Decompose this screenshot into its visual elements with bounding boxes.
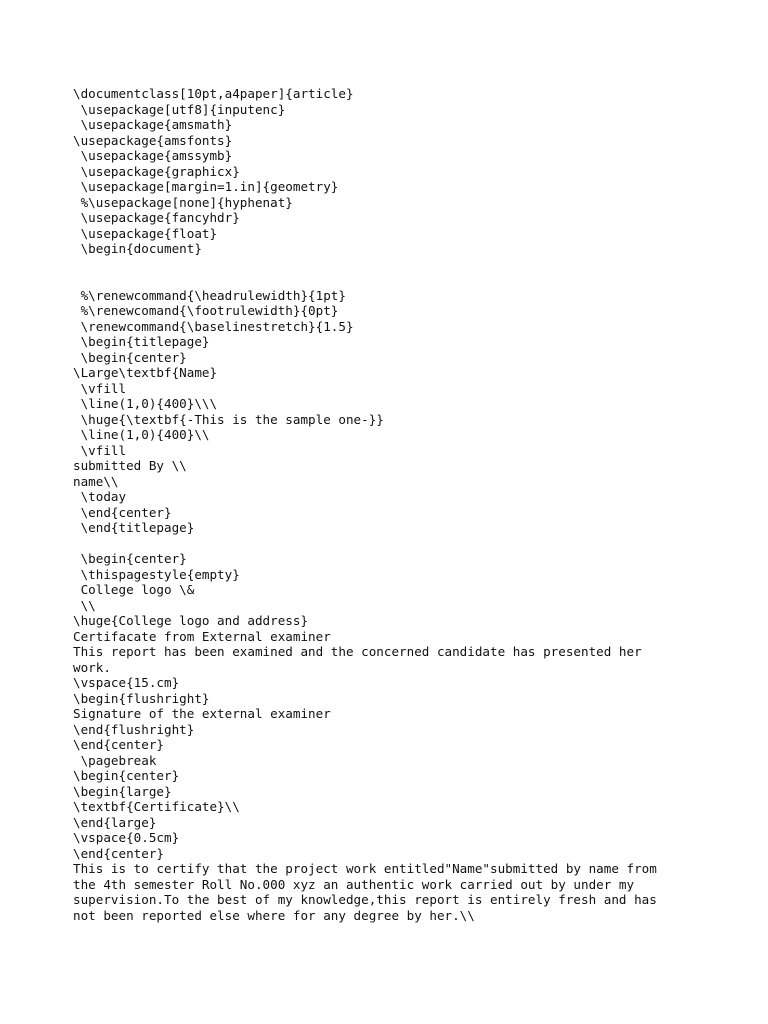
code-line: This report has been examined and the concerned candidate has presented her — [73, 644, 642, 659]
code-line: name\\ — [73, 473, 119, 489]
code-line: work. — [73, 659, 111, 675]
code-line: \begin{center} — [73, 551, 187, 566]
code-line: supervision.To the best of my knowledge,this report is entirely fresh and has — [73, 892, 657, 907]
code-line: \begin{flushright} — [73, 690, 210, 706]
code-line: \end{center} — [73, 737, 164, 752]
code-line: \today — [73, 489, 127, 504]
code-line: \usepackage[utf8]{inputenc} — [73, 101, 286, 117]
blank-line — [73, 536, 693, 552]
code-line: \renewcommand{\baselinestretch}{1.5} — [73, 318, 354, 334]
code-line: %\renewcomand{\footrulewidth}{0pt} — [73, 303, 339, 318]
code-line: \begin{titlepage} — [73, 334, 210, 349]
code-line: \end{center} — [73, 504, 172, 520]
code-line: \usepackage{graphicx} — [73, 163, 240, 179]
code-line: \begin{large} — [73, 783, 172, 799]
code-line: %\renewcommand{\headrulewidth}{1pt} — [73, 287, 346, 303]
code-line: \line(1,0){400}\\\ — [73, 396, 218, 411]
code-line: %\usepackage[none]{hyphenat} — [73, 194, 293, 210]
code-line: \huge{College logo and address} — [73, 613, 309, 628]
code-line: the 4th semester Roll No.000 xyz an authentic work carried out by under my — [73, 876, 635, 892]
code-line: \usepackage{amssymb} — [73, 148, 233, 163]
code-line: \end{titlepage} — [73, 520, 195, 535]
code-line: \usepackage{amsfonts} — [73, 132, 233, 148]
code-line: \vspace{0.5cm} — [73, 830, 180, 845]
code-line: Certifacate from External examiner — [73, 628, 331, 644]
code-line: \documentclass[10pt,a4paper]{article} — [73, 86, 354, 101]
code-line: College logo \& — [73, 582, 195, 597]
code-line: \usepackage{fancyhdr} — [73, 210, 240, 225]
code-line: \usepackage{float} — [73, 225, 218, 241]
code-line: \huge{\textbf{-This is the sample one-}} — [73, 411, 384, 427]
code-line: \usepackage[margin=1.in]{geometry} — [73, 179, 339, 194]
code-line: \begin{document} — [73, 241, 202, 256]
code-line: submitted By \\ — [73, 458, 187, 473]
code-line: \vspace{15.cm} — [73, 675, 180, 690]
code-line: \begin{center} — [73, 349, 187, 365]
code-line: \line(1,0){400}\\ — [73, 427, 210, 442]
code-line: \pagebreak — [73, 752, 157, 768]
code-line: Signature of the external examiner — [73, 706, 331, 721]
code-line: \vfill — [73, 380, 127, 396]
code-line: \end{flushright} — [73, 721, 195, 737]
code-line: This is to certify that the project work entitled"Name"submitted by name from — [73, 861, 657, 876]
code-line: \\ — [73, 597, 96, 613]
code-line: \begin{center} — [73, 768, 180, 783]
blank-line — [73, 257, 693, 273]
code-line: \end{center} — [73, 845, 164, 861]
code-line: \end{large} — [73, 814, 157, 830]
blank-line — [73, 272, 693, 288]
code-line: \vfill — [73, 442, 127, 458]
document-page — [73, 86, 693, 923]
code-line: \textbf{Certificate}\\ — [73, 799, 240, 814]
code-line: \Large\textbf{Name} — [73, 365, 218, 380]
code-line: \usepackage{amsmath} — [73, 117, 233, 132]
code-line: \thispagestyle{empty} — [73, 566, 240, 582]
code-line: not been reported else where for any degree by her.\\ — [73, 907, 475, 923]
